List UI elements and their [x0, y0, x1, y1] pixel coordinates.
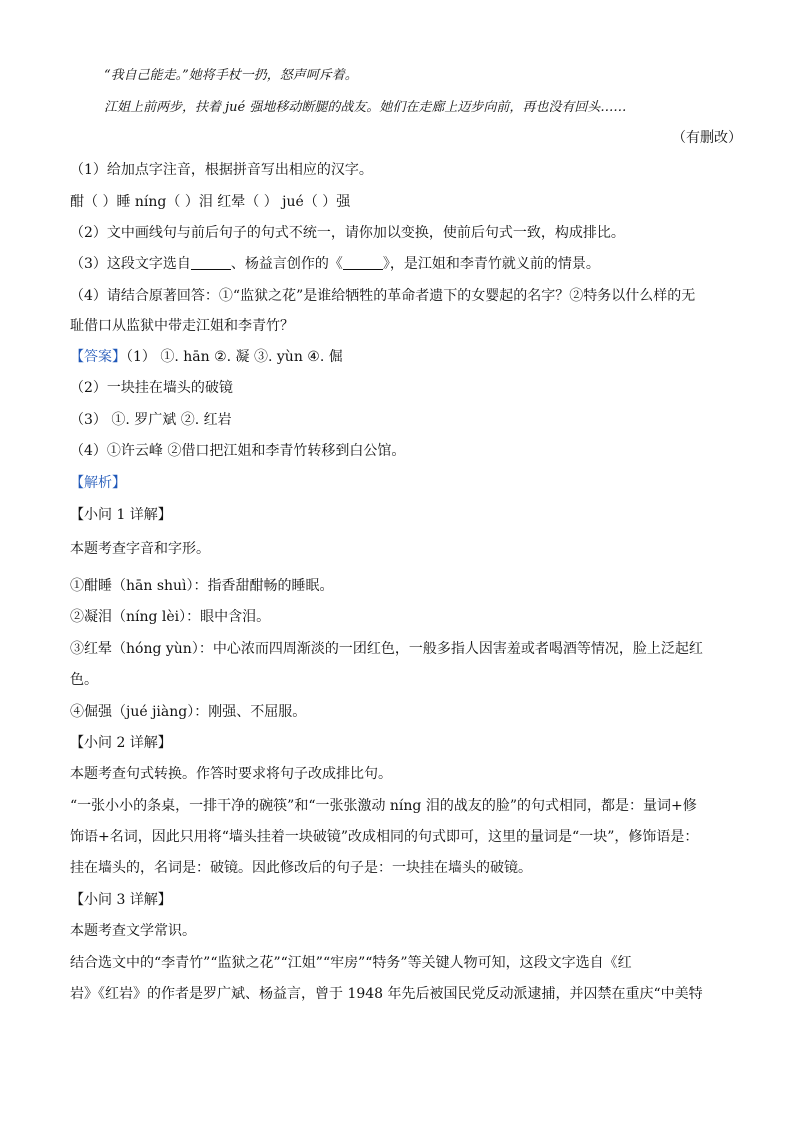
- subquestion-2-para-line-1: “一张小小的条桌，一排干净的碗筷”和“一张张激动 níng 泪的战友的脸”的句式相同，都是：量词+修: [70, 798, 697, 814]
- subquestion-2-title: 【小问 2 详解】: [70, 735, 172, 751]
- answer-1: （1） ①. hān ②. 凝 ③. yùn ④. 倔: [126, 349, 343, 365]
- question-3-part-b: 、杨益言创作的《: [230, 256, 343, 272]
- subquestion-3-intro: 本题考查文学常识。: [70, 923, 196, 939]
- subquestion-2-intro: 本题考查句式转换。作答时要求将句子改成排比句。: [70, 766, 392, 782]
- subquestion-2-para-line-3: 挂在墙头的，名词是：破镜。因此修改后的句子是：一块挂在墙头的破镜。: [70, 860, 532, 876]
- subquestion-1-item-4: ④倔强（jué jiàng）：刚强、不屈服。: [70, 704, 307, 720]
- question-1-blanks: 酣（ ）睡 níng（ ）泪 红晕（ ） jué（ ）强: [70, 194, 351, 210]
- subquestion-3-para-line-1: 结合选文中的“李青竹”“监狱之花”“江姐”“牢房”“特务”等关键人物可知，这段文字选自《红: [70, 955, 632, 971]
- subquestion-1-item-3-line-2: 色。: [70, 672, 98, 688]
- subquestion-1-item-1: ①酣睡（hān shuì）：指香甜酣畅的睡眠。: [70, 578, 334, 594]
- question-1: （1）给加点字注音，根据拼音写出相应的汉字。: [70, 162, 373, 178]
- subquestion-3-para-line-2: 岩》《红岩》的作者是罗广斌、杨益言，曾于 1948 年先后被国民党反动派逮捕，并囚禁在重庆“中美特: [70, 986, 703, 1002]
- question-2: （2）文中画线句与前后句子的句式不统一，请你加以变换，使前后句式一致，构成排比。: [70, 225, 625, 241]
- analysis-label: 【解析】: [70, 475, 126, 491]
- question-3: [70, 254, 600, 274]
- subquestion-1-intro: 本题考查字音和字形。: [70, 541, 210, 557]
- answer-4: （4）①许云峰 ②借口把江姐和李青竹转移到白公馆。: [70, 443, 406, 459]
- passage-line-1: “我自己能走。”她将手杖一扔，怒声呵斥着。: [104, 68, 358, 83]
- question-4-line-1: （4）请结合原著回答：①“监狱之花”是谁给牺牲的革命者遗下的女婴起的名字？②特务以什么样的无: [70, 288, 696, 304]
- subquestion-1-title: 【小问 1 详解】: [70, 507, 172, 523]
- blank-line: [191, 255, 231, 270]
- question-4-line-2: 耻借口从监狱中带走江姐和李青竹？: [70, 318, 294, 334]
- blank-line: [343, 255, 383, 270]
- subquestion-1-item-2: ②凝泪（níng lèi）：眼中含泪。: [70, 609, 271, 625]
- question-3-part-c: 》，是江姐和李青竹就义前的情景。: [382, 256, 600, 272]
- passage-note: （有删改）: [672, 130, 742, 146]
- answer-3: （3） ①. 罗广斌 ②. 红岩: [70, 412, 232, 428]
- subquestion-3-title: 【小问 3 详解】: [70, 892, 172, 908]
- subquestion-2-para-line-2: 饰语+名词，因此只用将“墙头挂着一块破镜”改成相同的句式即可，这里的量词是“一块”，修饰语是：: [70, 829, 699, 845]
- subquestion-1-item-3-line-1: ③红晕（hóng yùn）：中心浓而四周渐淡的一团红色，一般多指人因害羞或者喝酒等情况，脸上泛起红: [70, 641, 703, 657]
- question-3-part-a: （3）这段文字选自: [70, 256, 191, 272]
- answer-2: （2）一块挂在墙头的破镜: [70, 380, 233, 396]
- passage-line-2: 江姐上前两步，扶着 jué 强地移动断腿的战友。她们在走廊上迈步向前，再也没有回头……: [104, 100, 627, 115]
- answer-label: 【答案】: [70, 349, 126, 365]
- answer-row-1: [70, 347, 343, 367]
